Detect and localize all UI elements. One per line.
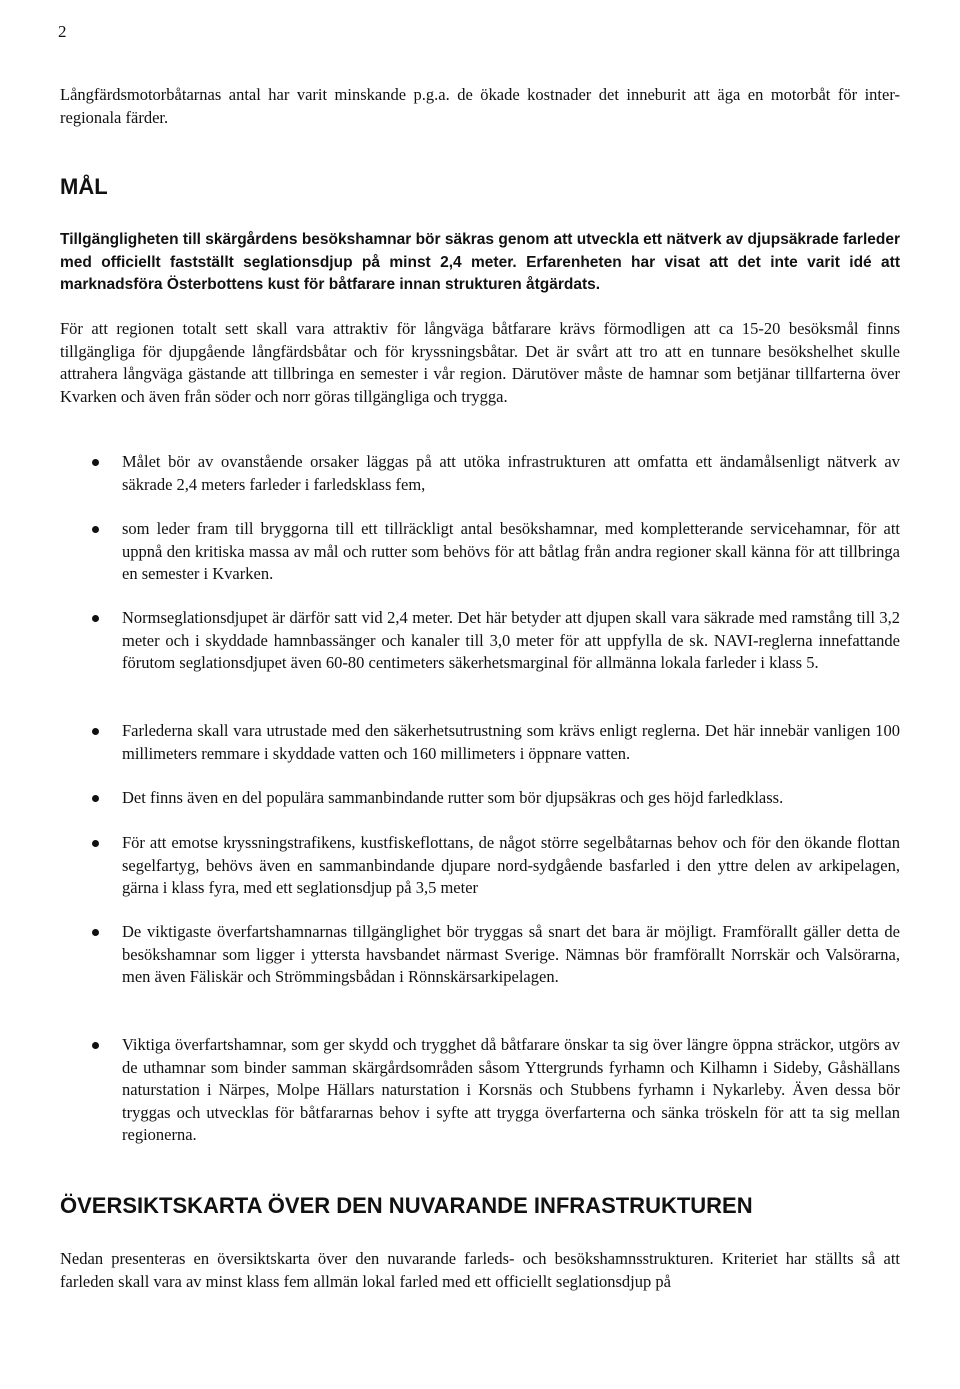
bullet-icon [92,1042,99,1049]
goal-bold-paragraph: Tillgängligheten till skärgårdens besökshamnar bör säkras genom att utveckla ett nätverk av djupsäkrade farleder med officiellt fastställt seglationsdjup på minst 2,4 meter. Erfarenheten har visat att det inte varit idé att marknadsföra Österbottens kust för båtfarare innan strukturen åtgärdats. [60,231,900,293]
list-item-text: som leder fram till bryggorna till ett tillräckligt antal besökshamnar, med kompletterande servicehamnar, för att uppnå den kritiska massa av mål och rutter som behövs för att båtlag från andra regioner skall känna för att tillbringa en semester i Kvarken. [122,519,900,583]
bullet-icon [92,728,99,735]
goal-paragraph: För att regionen totalt sett skall vara attraktiv för långväga båtfarare krävs förmodligen att ca 15-20 besöksmål finns tillgängliga för djupgående långfärdsbåtar och för kryssningsbåtar. Det är svårt att tro att en tunnare besökshelhet skulle attrahera långväga gästande att tillbringa en semester i vår region. Därutöver måste de hamnar som betjänar tillfarterna över Kvarken och även från söder och norr göras tillgängliga och trygga. [60,319,900,406]
bullet-icon [92,929,99,936]
list-item-text: Det finns även en del populära sammanbindande rutter som bör djupsäkras och ges höjd farledklass. [122,788,784,807]
page-number: 2 [58,22,67,41]
intro-paragraph: Långfärdsmotorbåtarnas antal har varit minskande p.g.a. de ökade kostnader det inneburit att äga en motorbåt för inter-regionala färder. [60,85,900,127]
section-heading-mal: MÅL [60,174,108,199]
bullet-icon [92,459,99,466]
bullet-icon [92,840,99,847]
list-item-text: Normseglationsdjupet är därför satt vid 2,4 meter. Det här betyder att djupen skall vara säkrade med ramstång till 3,2 meter och i skyddade hamnbassänger och kanaler till 3,0 meter för att uppfylla de sk. NAVI-reglerna innefattande förutom seglationsdjupet även 60-80 centimeters säkerhetsmarginal för allmänna lokala farleder i klass 5. [122,608,900,672]
list-item-text: Målet bör av ovanstående orsaker läggas på att utöka infrastrukturen att omfatta ett ändamålsenligt nätverk av säkrade 2,4 meters farleder i farledsklass fem, [122,452,900,494]
list-item-text: För att emotse kryssningstrafikens, kustfiskeflottans, de något större segelbåtarnas behov och för den ökande flottan segelfartyg, behövs även en sammanbindande djupare nord-sydgående basfarled i den yttre delen av arkipelagen, gärna i klass fyra, med ett seglationsdjup på 3,5 meter [122,833,900,897]
map-intro-paragraph: Nedan presenteras en översiktskarta över den nuvarande farleds- och besökshamnsstrukturen. Kriteriet har ställts så att farleden skall vara av minst klass fem allmän lokal farled med ett officiellt seglationsdjup på [60,1249,900,1291]
bullet-icon [92,615,99,622]
list-item-text: Farlederna skall vara utrustade med den säkerhetsutrustning som krävs enligt reglerna. Det här innebär vanligen 100 millimeters remmare i skyddade vatten och 160 millimeters i öppnare vatten. [122,721,900,763]
list-item-text: Viktiga överfartshamnar, som ger skydd och trygghet då båtfarare önskar ta sig över längre öppna sträckor, utgörs av de uthamnar som binder samman skärgårdsområden såsom Yttergrunds fyrhamn och Kilhamn i Sideby, Gåshällans naturstation i Närpes, Molpe Hällars naturstation i Korsnäs och Stubbens fyrhamn i Nykarleby. Även dessa bör tryggas och utvecklas för båtfararnas behov i syfte att trygga överfarterna och sänka tröskeln för att ta sig mellan regionerna. [122,1035,900,1144]
list-item-text: De viktigaste överfartshamnarnas tillgänglighet bör tryggas så snart det bara är möjligt. Framförallt gäller detta de besökshamnar som ligger i yttersta havsbandet närmast Sverige. Nämnas bör framförallt Norrskär och Valsörarna, men även Fäliskär och Strömmingsbådan i Rönnskärsarkipelagen. [122,922,900,986]
bullet-icon [92,526,99,533]
bullet-icon [92,795,99,802]
section-heading-oversiktskarta: ÖVERSIKTSKARTA ÖVER DEN NUVARANDE INFRASTRUKTUREN [60,1193,753,1218]
